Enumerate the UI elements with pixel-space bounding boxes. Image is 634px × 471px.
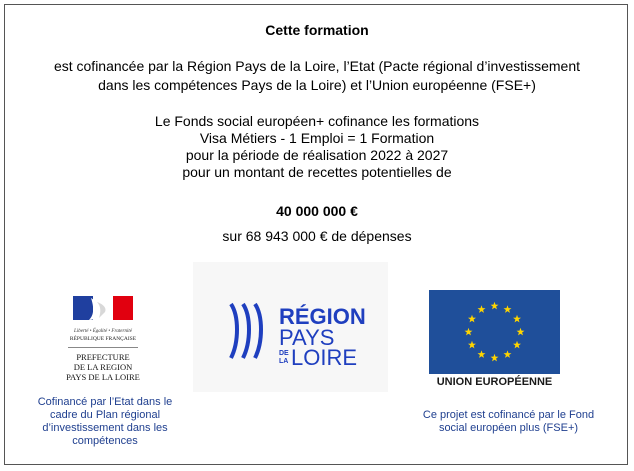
eu-caption bbox=[400, 409, 617, 435]
prefecture-name-line-3: PAYS DE LA LOIRE bbox=[66, 372, 140, 382]
eu-star-icon bbox=[478, 350, 486, 358]
region-word-loire: LOIRE bbox=[291, 345, 358, 370]
intro-paragraph bbox=[0, 57, 634, 95]
eu-star-icon bbox=[504, 305, 512, 313]
eu-star-icon bbox=[478, 305, 486, 313]
eu-star-icon bbox=[517, 328, 525, 336]
eu-star-icon bbox=[504, 350, 512, 358]
prefecture-divider bbox=[68, 347, 138, 348]
marianne-flag-icon bbox=[67, 294, 139, 324]
intro-line-2: dans les compétences Pays de la Loire) et l’Union européenne (FSE+) bbox=[98, 77, 536, 93]
prefecture-caption-line-1: Cofinancé par l’Etat dans le bbox=[37, 396, 173, 408]
region-word-la: LA bbox=[279, 358, 289, 365]
eu-star-icon bbox=[491, 354, 499, 362]
prefecture-motto: Liberté • Égalité • Fraternité bbox=[74, 329, 132, 334]
amount: 40 000 000 € bbox=[276, 203, 358, 219]
fse-line-4: pour un montant de recettes potentielles de bbox=[182, 164, 452, 180]
prefecture-republic: RÉPUBLIQUE FRANÇAISE bbox=[69, 336, 137, 342]
fse-paragraph bbox=[0, 113, 634, 181]
eu-logo bbox=[429, 290, 560, 392]
prefecture-name-line-2: DE LA REGION bbox=[73, 362, 133, 372]
prefecture-logo bbox=[58, 285, 148, 391]
eu-caption-line-1: Ce projet est cofinancé par le Fond bbox=[422, 409, 595, 421]
prefecture-caption bbox=[20, 396, 190, 448]
eu-star-icon bbox=[513, 315, 521, 323]
expenses: sur 68 943 000 € de dépenses bbox=[222, 228, 412, 244]
eu-star-icon bbox=[465, 328, 473, 336]
fse-line-2: Visa Métiers - 1 Emploi = 1 Formation bbox=[199, 130, 435, 146]
fse-line-3: pour la période de réalisation 2022 à 2027 bbox=[185, 147, 449, 163]
region-logo bbox=[193, 262, 388, 392]
prefecture-name-line-1: PREFECTURE bbox=[76, 352, 130, 362]
eu-caption-line-2: social européen plus (FSE+) bbox=[438, 422, 579, 434]
region-word-pays: PAYS bbox=[279, 325, 335, 350]
intro-line-1: est cofinancée par la Région Pays de la Loire, l’Etat (Pacte régional d’investissement bbox=[53, 58, 581, 74]
fse-line-1: Le Fonds social européen+ cofinance les formations bbox=[154, 113, 480, 129]
region-arcs-icon bbox=[231, 304, 261, 358]
eu-star-icon bbox=[468, 341, 476, 349]
prefecture-caption-line-3: d’investissement dans les bbox=[42, 422, 168, 434]
heading: Cette formation bbox=[265, 22, 369, 38]
eu-flag-icon bbox=[429, 290, 560, 374]
region-word-region: RÉGION bbox=[279, 304, 366, 329]
eu-star-icon bbox=[468, 315, 476, 323]
region-word-de: DE bbox=[279, 350, 289, 357]
eu-star-icon bbox=[513, 341, 521, 349]
prefecture-caption-line-4: compétences bbox=[72, 435, 138, 447]
eu-star-icon bbox=[491, 302, 499, 310]
prefecture-caption-line-2: cadre du Plan régional bbox=[49, 409, 161, 421]
prefecture-name bbox=[58, 352, 148, 382]
eu-label: UNION EUROPÉENNE bbox=[436, 376, 553, 388]
